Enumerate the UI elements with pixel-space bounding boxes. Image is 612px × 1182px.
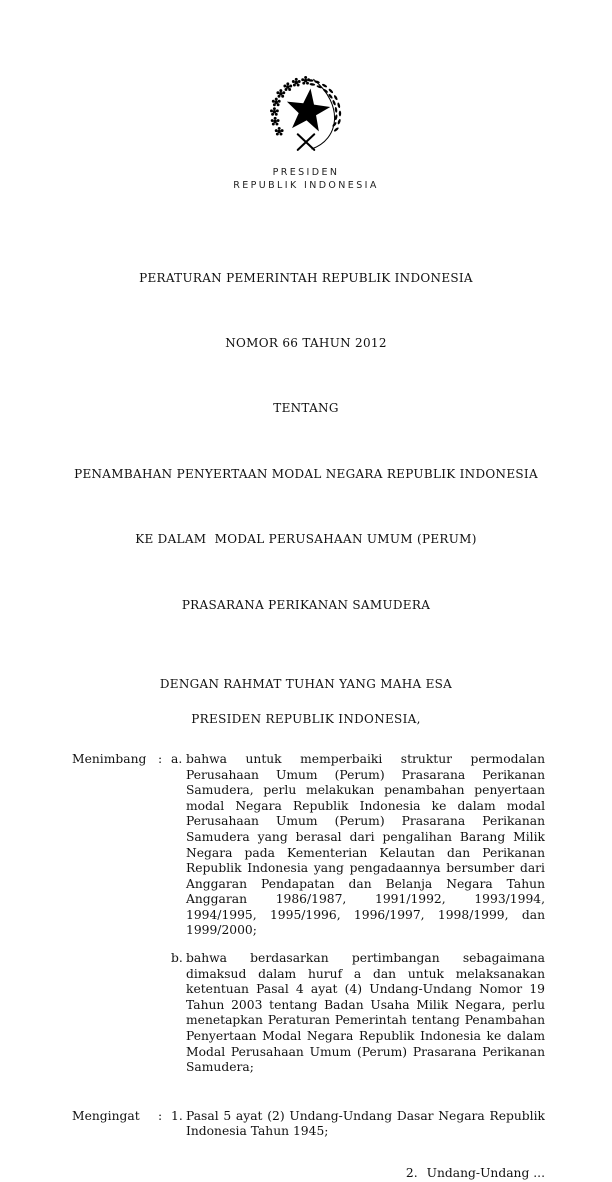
subject-line-3: PRASARANA PERIKANAN SAMUDERA: [181, 597, 431, 612]
consideration-item-a-text: bahwa untuk memperbaiki struktur permodalan Perusahaan Umum (Perum) Prasarana Perikanan Samudera, perlu melakukan penambahan penyertaan modal Negara Republik Indonesia ke dalam modal Perusahaan Umum (Perum) Prasarana Perikanan Samudera yang berasal dari pengalihan Barang Milik Negara pada Kementerian Kelautan dan Perikanan Republik Indonesia yang pengadaannya bersumber dari Anggaran Pendapatan dan Belanja Negara Tahun Anggaran 1986/1987, 1991/1992, 1993/1994, 1994/1995, 1995/1996, 1996/1997, 1998/1999, dan 1999/2000;: [186, 751, 545, 938]
legal-basis-item-1-text: Pasal 5 ayat (2) Undang-Undang Dasar Negara Republik Indonesia Tahun 1945;: [186, 1108, 545, 1139]
catchword-marker: 2.: [405, 1166, 418, 1180]
subject-line-1: PENAMBAHAN PENYERTAAN MODAL NEGARA REPUBLIK INDONESIA: [74, 466, 538, 481]
authority-line: PRESIDEN REPUBLIK INDONESIA,: [191, 711, 421, 726]
consideration-item-b-text: bahwa berdasarkan pertimbangan sebagaimana dimaksud dalam huruf a dan untuk melaksanakan ketentuan Pasal 4 ayat (4) Undang-Undang Nomor 19 Tahun 2003 tentang Badan Usaha Milik Negara, perlu menetapkan Peraturan Pemerintah tentang Penambahan Penyertaan Modal Negara Republik Indonesia ke dalam Modal Perusahaan Umum (Perum) Prasarana Perikanan Samudera;: [186, 951, 545, 1075]
letterhead-line-presiden: PRESIDEN: [272, 167, 340, 178]
regulation-type-line: PERATURAN PEMERINTAH REPUBLIK INDONESIA: [139, 270, 473, 285]
consideration-item-a: [171, 752, 545, 939]
considerations-colon: :: [158, 751, 163, 766]
seal-container: [0, 0, 612, 164]
letterhead: [0, 167, 612, 192]
catchword: [72, 1166, 545, 1182]
tentang-line: TENTANG: [273, 401, 339, 416]
legal-basis-label: Mengingat: [72, 1108, 140, 1123]
consideration-item-a-marker: a.: [171, 751, 183, 766]
invocation-line: DENGAN RAHMAT TUHAN YANG MAHA ESA: [159, 676, 453, 691]
considerations-section: [72, 752, 545, 1076]
subject-line-2: KE DALAM MODAL PERUSAHAAN UMUM (PERUM): [135, 532, 477, 547]
consideration-item-b: [171, 951, 545, 1076]
regulation-number-line: NOMOR 66 TAHUN 2012: [225, 335, 387, 350]
legal-basis-item-1: [171, 1109, 545, 1140]
title-block: [0, 224, 612, 660]
legal-basis-item-1-marker: 1.: [171, 1108, 183, 1123]
letterhead-line-republik-indonesia: REPUBLIK INDONESIA: [233, 179, 379, 191]
catchword-text: Undang-Undang ...: [426, 1166, 545, 1180]
legal-basis-items: [171, 1109, 545, 1140]
legal-basis-section: [72, 1109, 545, 1140]
legal-basis-colon: :: [158, 1108, 163, 1123]
consideration-item-b-marker: b.: [171, 951, 183, 966]
considerations-label: Menimbang: [72, 751, 147, 766]
document-body: [0, 752, 612, 1182]
considerations-items: [171, 752, 545, 1076]
presidential-seal-icon: [260, 70, 352, 160]
